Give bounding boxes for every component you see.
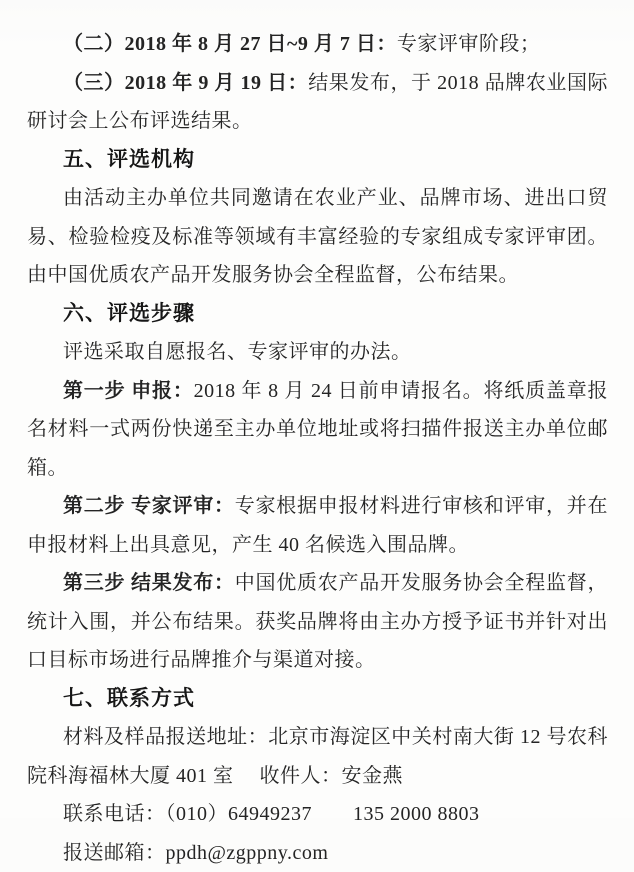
text-segment: 结果发布，于 2018 品牌农业国际研讨会上公布评选结果。: [27, 72, 608, 133]
paragraph-phone: [27, 795, 608, 834]
text-segment-bold: （三）2018 年 9 月 19 日：: [63, 72, 308, 94]
paragraph-method: [27, 333, 608, 372]
text-segment: 专家根据申报材料进行审核和评审，并在申报材料上出具意见，产生 40 名候选入围品牌。: [27, 495, 608, 556]
text-segment-bold: 七、联系方式: [63, 687, 195, 710]
text-segment: 专家评审阶段；: [397, 33, 541, 55]
text-segment-bold: 第一步 申报：: [63, 380, 194, 402]
paragraph-step-2: [27, 487, 608, 564]
paragraph-step-3: [27, 564, 608, 680]
section-heading-6: [27, 295, 608, 334]
text-segment-bold: 第二步 专家评审：: [63, 495, 235, 517]
text-segment-bold: （二）2018 年 8 月 27 日~9 月 7 日：: [63, 33, 397, 55]
section-heading-7: [27, 680, 608, 719]
text-segment-bold: 五、评选机构: [63, 148, 195, 171]
text-segment-bold: 第三步 结果发布：: [63, 572, 235, 594]
paragraph-phase-3: [27, 64, 608, 141]
text-segment: 联系电话：（010）64949237 135 2000 8803: [63, 803, 480, 825]
text-segment: 中国优质农产品开发服务协会全程监督，统计入围，并公布结果。获奖品牌将由主办方授予证书并针对出口目标市场进行品牌推介与渠道对接。: [27, 572, 608, 671]
paragraph-address: [27, 718, 608, 795]
text-segment: 2018 年 8 月 24 日前申请报名。将纸质盖章报名材料一式两份快递至主办单位地址或将扫描件报送主办单位邮箱。: [27, 380, 608, 479]
text-segment: 报送邮箱：ppdh@zgppny.com: [63, 842, 328, 864]
paragraph-phase-2: [27, 25, 608, 64]
paragraph-jury: [27, 179, 608, 295]
text-segment: 材料及样品报送地址：北京市海淀区中关村南大街 12 号农科院科海福林大厦 401 室 收件人：安金燕: [27, 726, 608, 787]
text-segment-bold: 六、评选步骤: [63, 302, 195, 325]
text-segment: 由活动主办单位共同邀请在农业产业、品牌市场、进出口贸易、检验检疫及标准等领域有丰富经验的专家组成专家评审团。由中国优质农产品开发服务协会全程监督，公布结果。: [27, 187, 608, 286]
section-heading-5: [27, 141, 608, 180]
document-body: [27, 25, 608, 872]
paragraph-email: [27, 834, 608, 872]
text-segment: 评选采取自愿报名、专家评审的办法。: [63, 341, 412, 363]
paragraph-step-1: [27, 372, 608, 488]
